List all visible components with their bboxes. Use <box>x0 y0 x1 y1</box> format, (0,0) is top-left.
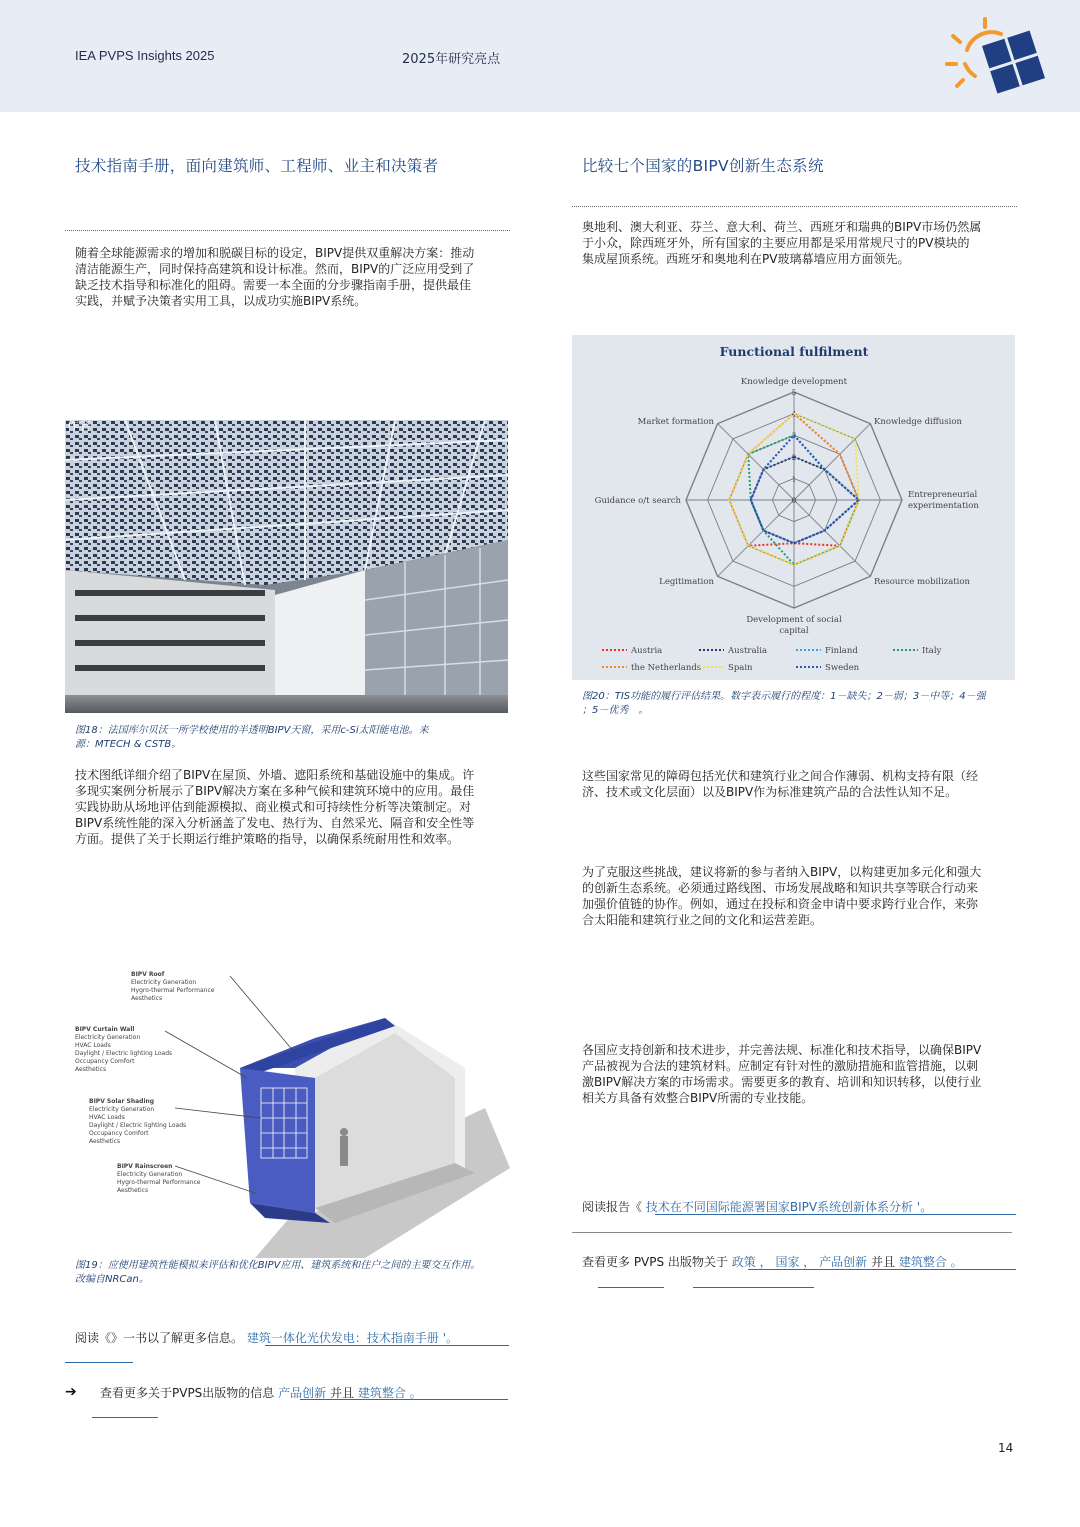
countries-link[interactable]: 国家 <box>775 1255 800 1269</box>
text-line: 各国应支持创新和技术进步，并完善法规、标准化和技术指导，以确保BIPV <box>582 1043 982 1057</box>
diagram-label-item: Hygro-thermal Performance <box>131 987 215 994</box>
text-line: 方面。提供了关于长期运行维护策略的指导，以确保系统耐用性和效率。 <box>75 832 460 846</box>
diagram-label-item: Electricity Generation <box>89 1106 155 1113</box>
text-line: 集成屋顶系统。西班牙和奥地利在PV玻璃幕墙应用方面领先。 <box>582 252 910 266</box>
see-more-prefix: 查看更多 PVPS 出版物关于 <box>582 1255 728 1269</box>
section-divider <box>572 1232 1012 1233</box>
radar-tick-label: 3 <box>791 432 797 441</box>
caption-line: 图20：TIS功能的履行评估结果。数字表示履行的程度：1－缺失；2－弱；3－中等；4－强 <box>582 691 986 702</box>
radar-tick-label: 0 <box>791 497 797 505</box>
caption-line: 改编自NRCan。 <box>75 1274 149 1285</box>
left-read-guide-line <box>75 1330 515 1346</box>
legend-label: Austria <box>631 646 663 656</box>
diagram-label-title: BIPV Curtain Wall <box>75 1026 135 1033</box>
diagram-label-item: Aesthetics <box>117 1187 149 1194</box>
diagram-label-item: Aesthetics <box>75 1066 107 1073</box>
right-barriers-paragraph <box>582 768 1017 800</box>
read-suffix: '。 <box>916 1200 933 1214</box>
curtain-wall-label <box>75 1026 172 1074</box>
building-integration-link[interactable]: 建筑整合 <box>357 1386 406 1400</box>
header-section-name: 2025年研究亮点 <box>402 52 501 67</box>
radar-axis-label-line: Legitimation <box>659 577 714 587</box>
link-underline <box>65 1362 133 1363</box>
text-line: 清洁能源生产，同时保持高建筑和设计标准。然而，BIPV的广泛应用受到了 <box>75 262 475 276</box>
arrow-right-icon: ➔ <box>65 1384 77 1400</box>
radar-tick-label: 2 <box>791 453 797 462</box>
figure-19-caption <box>75 1259 510 1287</box>
figure-20-caption <box>582 690 1017 718</box>
legend-label: Spain <box>728 663 753 673</box>
header-report-name: IEA PVPS Insights 2025 <box>75 48 215 63</box>
radar-axis-label <box>908 490 979 511</box>
diagram-label-item: Aesthetics <box>131 995 163 1002</box>
legend-label: Australia <box>728 646 768 656</box>
link-underline <box>265 1345 509 1346</box>
radar-axis-label-line: capital <box>779 626 809 636</box>
page-number: 14 <box>998 1441 1014 1455</box>
solar-shading-label <box>89 1098 186 1146</box>
radar-axis-label <box>874 417 962 427</box>
radar-axis-label-line: Knowledge development <box>740 377 848 387</box>
link-underline <box>300 1399 508 1400</box>
product-innovation-link[interactable]: 产品创新 <box>819 1255 868 1269</box>
text-line: 合太阳能和建筑行业之间的文化和运营差距。 <box>582 913 823 927</box>
read-prefix: 阅读《》一书以了解更多信息。 <box>75 1331 244 1345</box>
conjunction-text: 并且 <box>870 1255 895 1269</box>
text-line: 这些国家常见的障碍包括光伏和建筑行业之间合作薄弱、机构支持有限（经 <box>582 769 979 783</box>
text-line: 实践，并赋予决策者实用工具，以成功实施BIPV系统。 <box>75 294 367 308</box>
radar-tick-label: 1 <box>791 475 797 484</box>
radar-axis-label <box>741 377 848 387</box>
radar-axis-label-line: Resource mobilization <box>874 577 970 587</box>
text-line: 实践协助从场地评估到能源模拟、商业模式和可持续性分析等决策制定。对 <box>75 800 472 814</box>
legend-label: the Netherlands <box>631 663 702 673</box>
text-line: 多现实案例分析展示了BIPV解决方案在多种气候和建筑环境中的应用。最佳 <box>75 784 475 798</box>
diagram-label-item: Electricity Generation <box>75 1034 141 1041</box>
read-prefix: 阅读报告《 <box>582 1200 643 1214</box>
rainscreen-label <box>117 1163 200 1195</box>
separator: ， <box>759 1255 772 1269</box>
link-underline <box>748 1269 1016 1270</box>
radar-axis-label <box>874 577 971 587</box>
caption-line: 图19：应使用建筑性能模拟来评估和优化BIPV应用、建筑系统和住户之间的主要交互作用。 <box>75 1260 481 1271</box>
text-line: 加强价值链的协作。例如，通过在投标和资金申请中要求跨行业合作，来弥 <box>582 897 979 911</box>
diagram-label-title: BIPV Rainscreen <box>117 1163 173 1170</box>
diagram-label-item: Occupancy Comfort <box>75 1058 135 1065</box>
radar-axis-label <box>595 496 682 506</box>
text-line: 产品被视为合法的建筑材料。应制定有针对性的激励措施和监管措施，以刺 <box>582 1059 979 1073</box>
link-underline <box>693 1287 814 1288</box>
diagram-label-item: Electricity Generation <box>131 979 197 986</box>
radar-chart-svg <box>572 335 1015 680</box>
link-underline <box>92 1417 158 1418</box>
diagram-label-title: BIPV Solar Shading <box>89 1098 155 1105</box>
product-innovation-link[interactable]: 产品创新 <box>278 1386 327 1400</box>
caption-line: 源：MTECH & CSTB。 <box>75 739 182 750</box>
chart-title: Functional fulfilment <box>719 344 869 359</box>
link-underline <box>655 1214 1016 1215</box>
text-line: 相关方具备有效整合BIPV所需的专业技能。 <box>582 1091 814 1105</box>
page-header <box>0 0 1080 112</box>
chart-legend <box>602 646 942 673</box>
link-underline <box>598 1287 664 1288</box>
legend-label: Sweden <box>825 663 860 673</box>
bipv-building-diagram <box>65 968 510 1258</box>
radar-axis-label-line: experimentation <box>908 501 979 511</box>
text-line: 为了克服这些挑战，建议将新的参与者纳入BIPV，以构建更加多元化和强大 <box>582 865 982 879</box>
diagram-label-item: HVAC Loads <box>75 1042 111 1049</box>
text-line: BIPV系统性能的深入分析涵盖了发电、热行为、自然采光、隔音和安全性等 <box>75 816 475 830</box>
legend-label: Italy <box>922 646 942 656</box>
text-line: 济、技术或文化层面）以及BIPV作为标准建筑产品的合法性认知不足。 <box>582 785 958 799</box>
diagram-label-item: HVAC Loads <box>89 1114 125 1121</box>
bipv-skylight-photo <box>65 420 508 713</box>
text-line: 奥地利、澳大利亚、芬兰、意大利、荷兰、西班牙和瑞典的BIPV市场仍然属 <box>582 220 982 234</box>
sun-solar-panel-logo <box>945 16 1045 106</box>
right-title-divider <box>572 206 1017 207</box>
left-technical-paragraph <box>75 767 510 847</box>
figure-18-caption <box>75 724 510 752</box>
building-integration-link[interactable]: 建筑整合 <box>898 1255 947 1269</box>
caption-line: ；5－优秀 。 <box>582 705 649 716</box>
right-see-more-line <box>582 1254 1022 1270</box>
diagram-label-item: Aesthetics <box>89 1138 121 1145</box>
right-overcome-paragraph <box>582 864 1017 928</box>
radar-tick-label: 5 <box>791 389 797 397</box>
diagram-label-item: Daylight / Electric lighting Loads <box>89 1122 187 1129</box>
radar-axis-label <box>746 615 842 636</box>
text-line: 于小众，除西班牙外，所有国家的主要应用都是采用常规尺寸的PV模块的 <box>582 236 970 250</box>
radar-axis-label-line: Entrepreneurial <box>908 490 978 500</box>
radar-axis-label-line: Development of social <box>746 615 842 625</box>
read-suffix: '。 <box>442 1331 458 1345</box>
radar-axis-label-line: Guidance o/t search <box>594 496 681 506</box>
radar-axis-label <box>638 417 715 427</box>
diagram-label-item: Daylight / Electric lighting Loads <box>75 1050 173 1057</box>
radar-tick-label: 4 <box>791 410 797 419</box>
diagram-label-title: BIPV Roof <box>131 971 165 978</box>
text-line: 的创新生态系统。必须通过路线图、市场发展战略和知识共享等联合行动来 <box>582 881 979 895</box>
text-line: 激BIPV解决方案的市场需求。需要更多的教育、培训和知识转移，以使行业 <box>582 1075 982 1089</box>
see-more-suffix: 。 <box>409 1386 422 1400</box>
conjunction-text: 并且 <box>329 1386 354 1400</box>
left-section-title: 技术指南手册，面向建筑师、工程师、业主和决策者 <box>75 157 439 175</box>
left-intro-paragraph <box>75 245 510 309</box>
functional-fulfilment-chart <box>572 335 1015 680</box>
diagram-label-item: Hygro-thermal Performance <box>117 1179 201 1186</box>
separator: ， <box>803 1255 816 1269</box>
text-line: 缺乏技术指导和标准化的阻碍。需要一本全面的分步骤指南手册，提供最佳 <box>75 278 472 292</box>
diagram-label-item: Electricity Generation <box>117 1171 183 1178</box>
see-more-suffix: 。 <box>950 1255 963 1269</box>
legend-label: Finland <box>825 646 858 656</box>
policy-link[interactable]: 政策 <box>731 1255 756 1269</box>
left-title-divider <box>65 230 510 231</box>
right-support-paragraph <box>582 1042 1017 1106</box>
roof-label <box>131 971 214 1003</box>
text-line: 技术图纸详细介绍了BIPV在屋顶、外墙、遮阳系统和基础设施中的集成。许 <box>75 768 475 782</box>
radar-axis-label-line: Knowledge diffusion <box>874 417 962 427</box>
right-read-report-line <box>582 1199 1022 1215</box>
technical-guide-link[interactable]: 建筑一体化光伏发电：技术指南手册 <box>246 1331 439 1345</box>
caption-line: 图18：法国库尔贝沃一所学校使用的半透明BIPV天窗，采用c-Si太阳能电池。来 <box>75 725 429 736</box>
bipv-innovation-report-link[interactable]: 技术在不同国际能源署国家BIPV系统创新体系分析 <box>645 1200 914 1214</box>
see-more-prefix: 查看更多关于PVPS出版物的信息 <box>100 1386 275 1400</box>
diagram-label-item: Occupancy Comfort <box>89 1130 149 1137</box>
radar-axis-label-line: Market formation <box>637 417 714 427</box>
radar-axis-label <box>659 577 714 587</box>
right-section-title: 比较七个国家的BIPV创新生态系统 <box>582 157 824 175</box>
photo-author-tag: 作者 <box>67 420 92 433</box>
right-intro-paragraph <box>582 219 1017 267</box>
text-line: 随着全球能源需求的增加和脱碳目标的设定，BIPV提供双重解决方案：推动 <box>75 246 475 260</box>
